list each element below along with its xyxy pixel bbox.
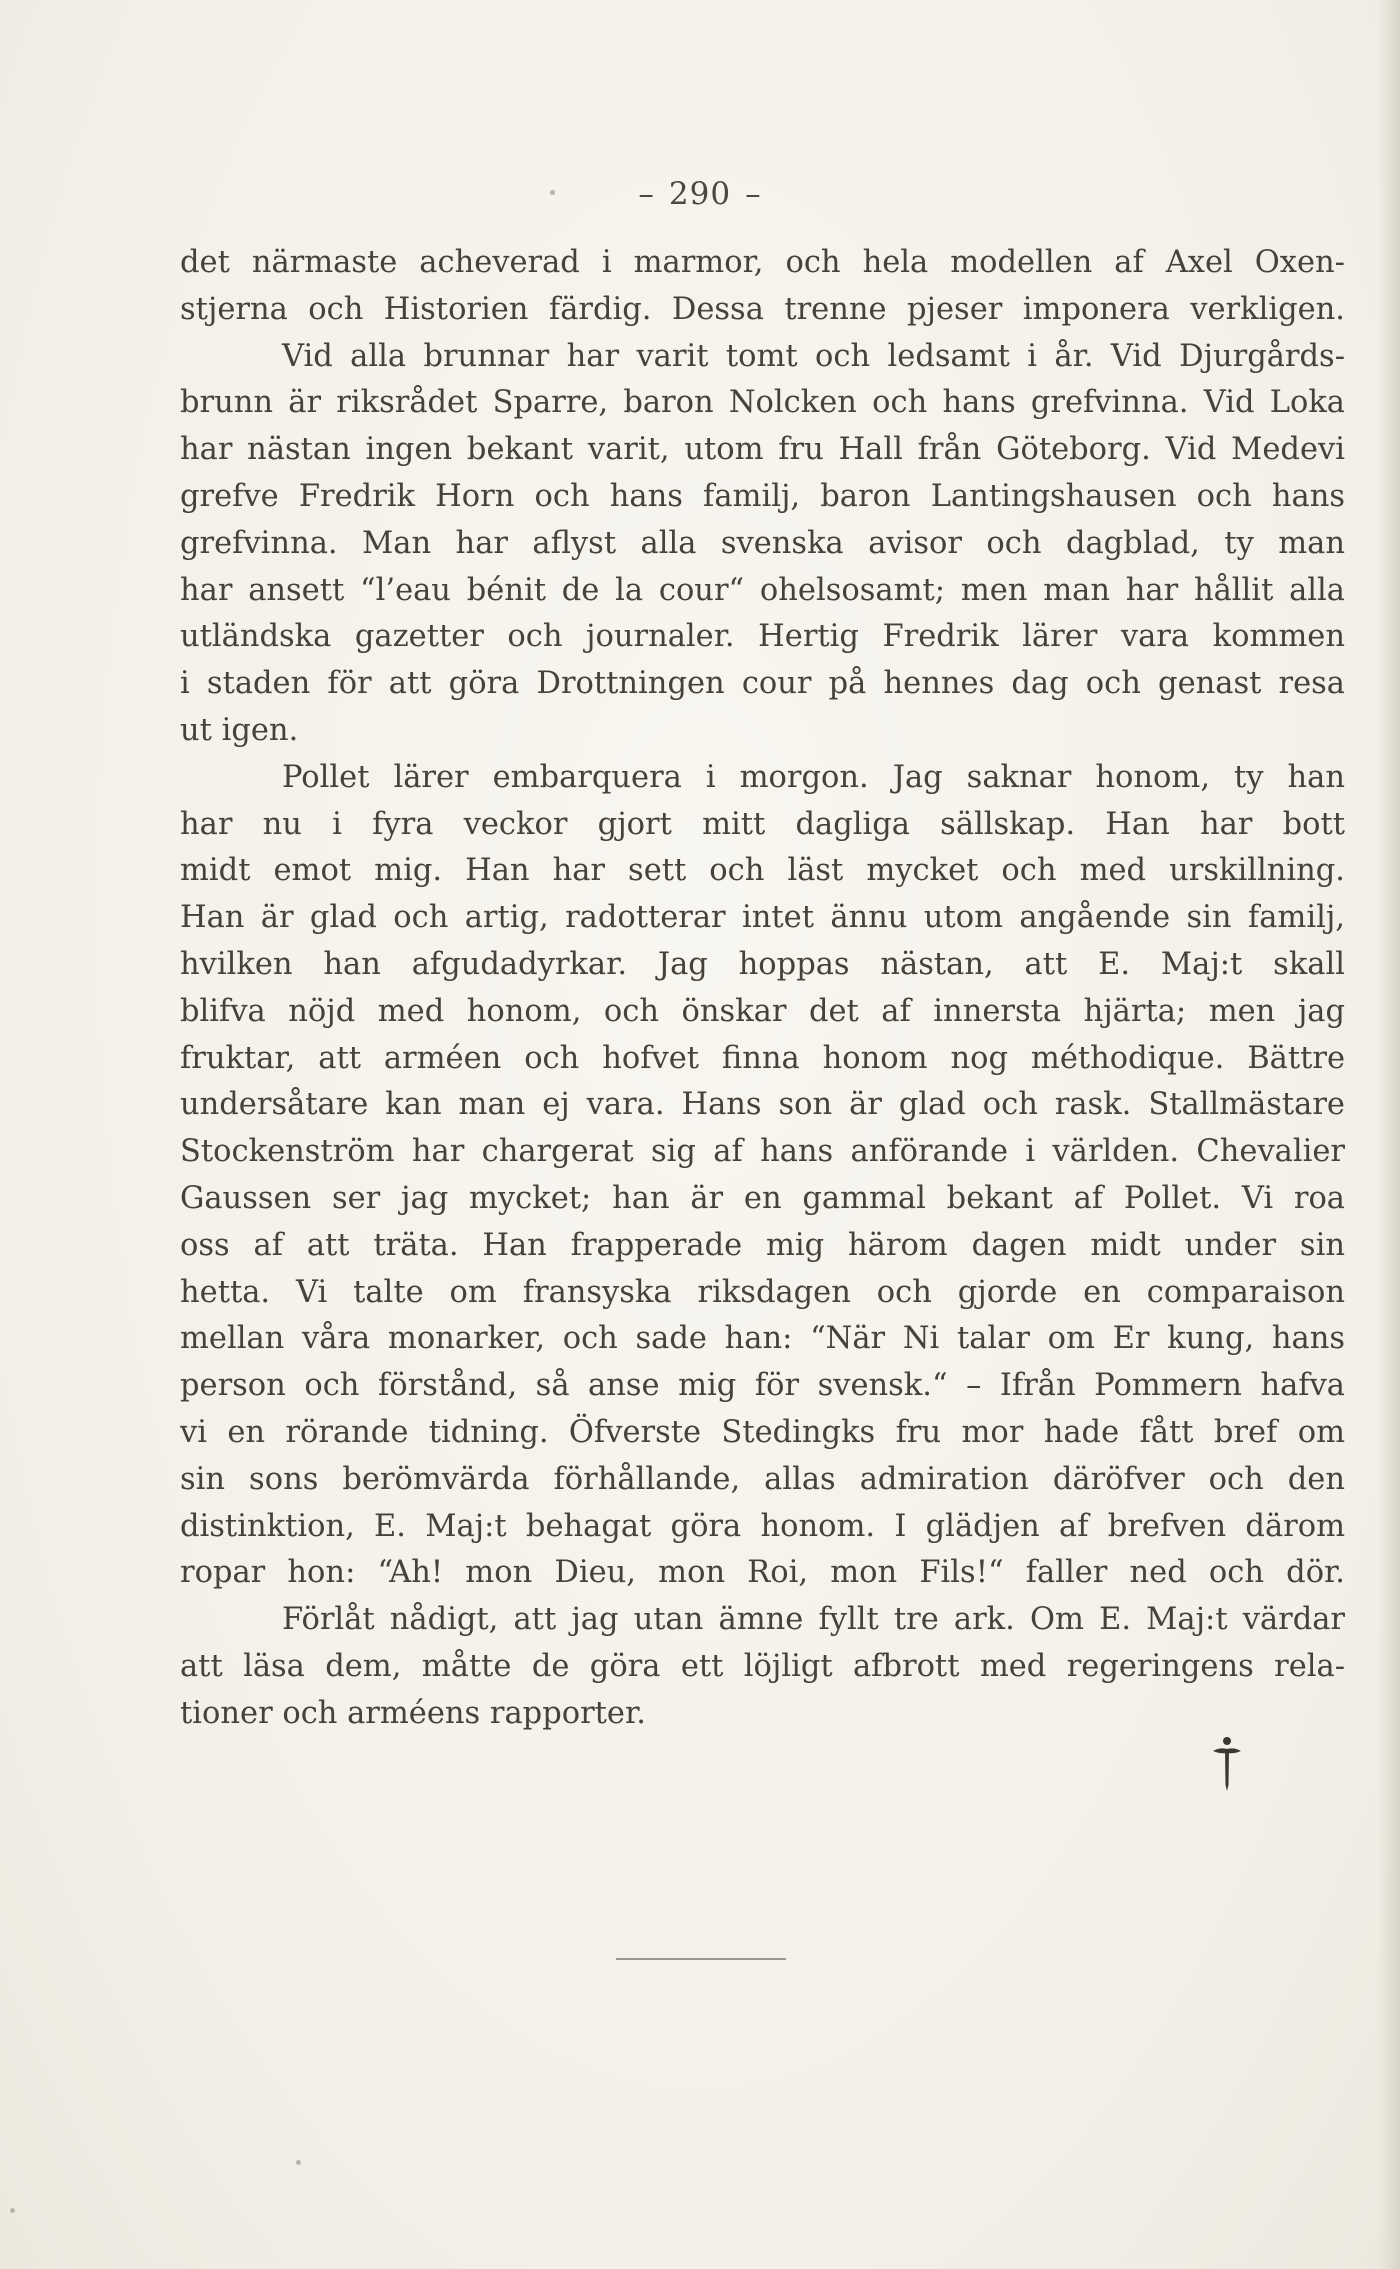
text-line: Gaussen ser jag mycket; han är en gammal bekant af Pollet. Vi roa bbox=[180, 1180, 1345, 1216]
text-line: Pollet lärer embarquera i morgon. Jag saknar honom, ty han bbox=[282, 759, 1345, 795]
horizontal-rule bbox=[616, 1958, 786, 1960]
page-number-dash-left: – bbox=[638, 176, 655, 212]
text-line: sin sons berömvärda förhållande, allas admiration däröfver och den bbox=[180, 1461, 1345, 1497]
text-line: Vid alla brunnar har varit tomt och ledsamt i år. Vid Djurgårds- bbox=[282, 338, 1345, 374]
text-line: att läsa dem, måtte de göra ett löjligt afbrott med regeringens rela- bbox=[180, 1648, 1345, 1684]
text-line: oss af att träta. Han frapperade mig härom dagen midt under sin bbox=[180, 1227, 1345, 1263]
paper-speck bbox=[550, 190, 555, 195]
text-line: grefve Fredrik Horn och hans familj, baron Lantingshausen och hans bbox=[180, 478, 1345, 514]
text-line: Förlåt nådigt, att jag utan ämne fyllt tre ark. Om E. Maj:t värdar bbox=[282, 1602, 1345, 1638]
text-line: utländska gazetter och journaler. Hertig Fredrik lärer vara kommen bbox=[180, 619, 1345, 655]
text-line: Stockenström har chargerat sig af hans anförande i världen. Chevalier bbox=[180, 1134, 1345, 1170]
text-line: hetta. Vi talte om fransyska riksdagen och gjorde en comparaison bbox=[180, 1274, 1345, 1310]
text-line: har ansett “l’eau bénit de la cour“ ohelsosamt; men man har hållit alla bbox=[180, 572, 1345, 608]
text-line: vi en rörande tidning. Öfverste Stedingks fru mor hade fått bref om bbox=[180, 1414, 1345, 1450]
text-line: i staden för att göra Drottningen cour på hennes dag och genast resa bbox=[180, 666, 1345, 702]
text-line: distinktion, E. Maj:t behagat göra honom. I glädjen af brefven därom bbox=[180, 1508, 1345, 1544]
page-number-dash-right: – bbox=[745, 176, 762, 212]
page-number bbox=[0, 176, 1400, 212]
text-line: det närmaste acheverad i marmor, och hela modellen af Axel Oxen- bbox=[180, 245, 1345, 280]
paper-speck bbox=[10, 2208, 15, 2213]
dagger-icon bbox=[1207, 1735, 1247, 1795]
text-line: tioner och arméens rapporter. bbox=[180, 1695, 646, 1731]
text-line: Han är glad och artig, radotterar intet ännu utom angående sin familj, bbox=[180, 900, 1345, 936]
text-line: mellan våra monarker, och sade han: “När Ni talar om Er kung, hans bbox=[180, 1321, 1345, 1357]
text-line: person och förstånd, så anse mig för svensk.“ – Ifrån Pommern hafva bbox=[180, 1368, 1345, 1404]
text-line: midt emot mig. Han har sett och läst mycket och med urskillning. bbox=[180, 853, 1345, 889]
text-line: blifva nöjd med honom, och önskar det af innersta hjärta; men jag bbox=[180, 993, 1345, 1029]
page-number-value: 290 bbox=[668, 176, 732, 212]
text-line: grefvinna. Man har aflyst alla svenska avisor och dagblad, ty man bbox=[180, 525, 1345, 561]
text-line: brunn är riksrådet Sparre, baron Nolcken och hans grefvinna. Vid Loka bbox=[180, 385, 1345, 421]
text-line: hvilken han afgudadyrkar. Jag hoppas nästan, att E. Maj:t skall bbox=[180, 946, 1345, 982]
text-line: ut igen. bbox=[180, 712, 299, 748]
body-text bbox=[180, 240, 1345, 1738]
text-line: fruktar, att arméen och hofvet finna honom nog méthodique. Bättre bbox=[180, 1040, 1345, 1076]
text-line: har nu i fyra veckor gjort mitt dagliga sällskap. Han har bott bbox=[180, 806, 1345, 842]
text-line: ropar hon: “Ah! mon Dieu, mon Roi, mon Fils!“ faller ned och dör. bbox=[180, 1555, 1345, 1591]
paper-speck bbox=[296, 2160, 301, 2165]
text-line: undersåtare kan man ej vara. Hans son är glad och rask. Stallmästare bbox=[180, 1087, 1345, 1123]
text-line: har nästan ingen bekant varit, utom fru Hall från Göteborg. Vid Medevi bbox=[180, 432, 1345, 468]
page-edge-shadow bbox=[1378, 0, 1400, 2269]
text-line: stjerna och Historien färdig. Dessa trenne pjeser imponera verkligen. bbox=[180, 291, 1345, 327]
